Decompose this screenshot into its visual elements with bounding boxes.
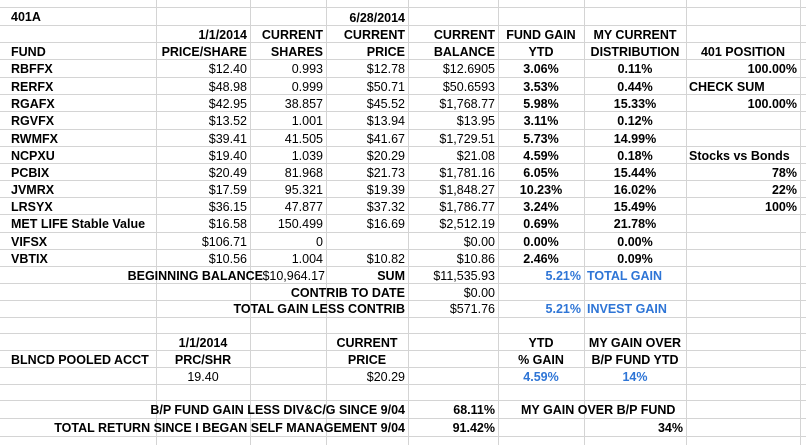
fund-distribution[interactable]: 14.99% (613, 132, 657, 146)
fund-begin-price[interactable]: $48.98 (208, 80, 247, 94)
fund-distribution[interactable]: 0.18% (617, 149, 653, 163)
fund-begin-price[interactable]: $17.59 (208, 183, 247, 197)
my-gain-over-bp-label[interactable]: MY GAIN OVER B/P FUND (521, 403, 676, 417)
sum-label[interactable]: SUM (377, 269, 405, 283)
fund-current-price[interactable]: $41.67 (366, 132, 405, 146)
position-value[interactable]: 100.00% (747, 62, 797, 76)
pooled-current-value[interactable]: $20.29 (366, 370, 405, 384)
fund-balance[interactable]: $1,786.77 (439, 200, 495, 214)
header-price[interactable]: PRICE (366, 45, 405, 59)
fund-current-price[interactable]: $45.52 (366, 97, 405, 111)
fund-balance[interactable]: $13.95 (456, 114, 495, 128)
fund-distribution[interactable]: 0.12% (617, 114, 653, 128)
fund-balance[interactable]: $0.00 (463, 235, 495, 249)
contrib-label[interactable]: CONTRIB TO DATE (290, 286, 405, 300)
fund-current-price[interactable]: $50.71 (366, 80, 405, 94)
fund-current-price[interactable] (326, 233, 408, 251)
fund-name[interactable]: LRSYX (11, 200, 53, 214)
beginning-balance-value[interactable]: $10,964.17 (262, 269, 325, 283)
my-gain-over-bp-value[interactable]: 34% (657, 421, 683, 435)
fund-shares[interactable]: 81.968 (284, 166, 323, 180)
header-ytd[interactable]: YTD (528, 45, 554, 59)
header-fund[interactable]: FUND (11, 45, 46, 59)
pooled-my-gain-value[interactable]: 14% (622, 370, 648, 384)
fund-name[interactable]: VIFSX (11, 235, 48, 249)
fund-current-price[interactable]: $19.39 (366, 183, 405, 197)
pooled-prc-shr-header[interactable]: PRC/SHR (174, 353, 232, 367)
fund-shares[interactable]: 47.877 (284, 200, 323, 214)
stocks-vs-bonds-label[interactable]: Stocks vs Bonds (689, 149, 790, 163)
fund-current-price[interactable]: $10.82 (366, 252, 405, 266)
fund-begin-price[interactable]: $39.41 (208, 132, 247, 146)
fund-begin-price[interactable]: $36.15 (208, 200, 247, 214)
fund-current-price[interactable]: $21.73 (366, 166, 405, 180)
fund-gain-ytd[interactable]: 5.98% (523, 97, 559, 111)
fund-gain-ytd[interactable]: 3.24% (523, 200, 559, 214)
fund-begin-price[interactable]: $42.95 (208, 97, 247, 111)
pooled-price-header[interactable]: PRICE (347, 353, 387, 367)
fund-gain-ytd[interactable]: 3.06% (523, 62, 559, 76)
pooled-pct-gain-header[interactable]: % GAIN (518, 353, 564, 367)
pooled-current-header[interactable]: CURRENT (336, 336, 398, 350)
contrib-value[interactable]: $0.00 (463, 286, 495, 300)
fund-current-price[interactable]: $13.94 (366, 114, 405, 128)
fund-distribution[interactable]: 0.09% (617, 252, 653, 266)
total-return-label[interactable]: TOTAL RETURN SINCE I BEGAN SELF MANAGEMENT 9/04 (54, 421, 405, 435)
fund-shares[interactable]: 38.857 (284, 97, 323, 111)
header-shares[interactable]: SHARES (270, 45, 323, 59)
fund-distribution[interactable]: 21.78% (613, 217, 657, 231)
fund-gain-ytd[interactable]: 3.11% (523, 114, 559, 128)
total-gain-label[interactable]: TOTAL GAIN (587, 269, 662, 283)
fund-distribution[interactable]: 15.49% (613, 200, 657, 214)
fund-balance[interactable]: $1,729.51 (439, 132, 495, 146)
fund-begin-price[interactable]: $12.40 (208, 62, 247, 76)
header-current-date[interactable]: 6/28/2014 (349, 11, 405, 25)
fund-gain-ytd[interactable]: 6.05% (523, 166, 559, 180)
header-price-share[interactable]: PRICE/SHARE (161, 45, 247, 59)
fund-distribution[interactable]: 15.33% (613, 97, 657, 111)
beginning-balance-label[interactable]: BEGINNING BALANCE (127, 269, 263, 283)
header-balance[interactable]: BALANCE (433, 45, 495, 59)
fund-balance[interactable]: $2,512.19 (439, 217, 495, 231)
fund-shares[interactable]: 0 (316, 235, 323, 249)
fund-gain-ytd[interactable]: 10.23% (519, 183, 563, 197)
fund-distribution[interactable]: 16.02% (613, 183, 657, 197)
pooled-begin-date[interactable]: 1/1/2014 (178, 336, 228, 350)
fund-shares[interactable]: 1.039 (291, 149, 323, 163)
bp-fund-gain-value[interactable]: 68.11% (453, 403, 495, 417)
fund-shares[interactable]: 41.505 (284, 132, 323, 146)
gain-less-contrib-label[interactable]: TOTAL GAIN LESS CONTRIB (233, 302, 405, 316)
fund-current-price[interactable]: $12.78 (366, 62, 405, 76)
fund-distribution[interactable]: 15.44% (613, 166, 657, 180)
fund-distribution[interactable]: 0.11% (617, 62, 653, 76)
gain-less-contrib-value[interactable]: $571.76 (449, 302, 495, 316)
fund-name[interactable]: NCPXU (11, 149, 55, 163)
fund-balance[interactable]: $21.08 (456, 149, 495, 163)
fund-balance[interactable]: $50.6593 (442, 80, 495, 94)
fund-shares[interactable]: 1.004 (291, 252, 323, 266)
fund-name[interactable]: RBFFX (11, 62, 53, 76)
stocks-percent[interactable]: 78% (771, 166, 797, 180)
fund-begin-price[interactable]: $20.49 (208, 166, 247, 180)
fund-balance[interactable]: $1,848.27 (439, 183, 495, 197)
total-percent[interactable]: 100% (765, 200, 797, 214)
pooled-gain-value[interactable]: 4.59% (523, 370, 559, 384)
fund-gain-ytd[interactable]: 4.59% (523, 149, 559, 163)
check-sum-label[interactable]: CHECK SUM (689, 80, 765, 94)
invest-gain-percent[interactable]: 5.21% (545, 302, 581, 316)
fund-begin-price[interactable]: $106.71 (201, 235, 247, 249)
fund-name[interactable]: RGVFX (11, 114, 55, 128)
fund-shares[interactable]: 0.993 (291, 62, 323, 76)
fund-gain-ytd[interactable]: 0.69% (523, 217, 559, 231)
gridline (800, 0, 801, 445)
fund-name[interactable]: RERFX (11, 80, 54, 94)
header-current-price-top[interactable]: CURRENT (343, 28, 405, 42)
fund-shares[interactable]: 0.999 (291, 80, 323, 94)
fund-balance[interactable]: $1,768.77 (439, 97, 495, 111)
invest-gain-label[interactable]: INVEST GAIN (587, 302, 667, 316)
fund-current-price[interactable]: $16.69 (366, 217, 405, 231)
header-distribution[interactable]: DISTRIBUTION (590, 45, 680, 59)
header-401-position[interactable]: 401 POSITION (700, 45, 786, 59)
total-return-value[interactable]: 91.42% (452, 421, 495, 435)
pooled-begin-value[interactable]: 19.40 (187, 370, 219, 384)
fund-name[interactable]: JVMRX (11, 183, 55, 197)
bp-fund-gain-label[interactable]: B/P FUND GAIN LESS DIV&C/G SINCE 9/04 (150, 403, 405, 417)
check-sum-value[interactable]: 100.00% (747, 97, 797, 111)
fund-name[interactable]: VBTIX (11, 252, 48, 266)
header-current-shares-top[interactable]: CURRENT (261, 28, 323, 42)
fund-begin-price[interactable]: $10.56 (208, 252, 247, 266)
pooled-my-gain-over-header[interactable]: MY GAIN OVER (588, 336, 682, 350)
pooled-ytd-header[interactable]: YTD (528, 336, 554, 350)
pooled-account-label[interactable]: BLNCD POOLED ACCT (11, 353, 149, 367)
fund-gain-ytd[interactable]: 3.53% (523, 80, 559, 94)
total-gain-percent[interactable]: 5.21% (545, 269, 581, 283)
fund-gain-ytd[interactable]: 5.73% (523, 132, 559, 146)
fund-shares[interactable]: 1.001 (291, 114, 323, 128)
fund-name[interactable]: PCBIX (11, 166, 50, 180)
fund-gain-ytd[interactable]: 2.46% (523, 252, 559, 266)
fund-current-price[interactable]: $20.29 (366, 149, 405, 163)
fund-begin-price[interactable]: $16.58 (208, 217, 247, 231)
fund-balance[interactable]: $1,781.16 (439, 166, 495, 180)
fund-distribution[interactable]: 0.44% (617, 80, 653, 94)
fund-shares[interactable]: 95.321 (284, 183, 323, 197)
header-fund-gain[interactable]: FUND GAIN (506, 28, 576, 42)
fund-gain-ytd[interactable]: 0.00% (523, 235, 559, 249)
fund-distribution[interactable]: 0.00% (617, 235, 653, 249)
bonds-percent[interactable]: 22% (771, 183, 797, 197)
fund-name[interactable]: RGAFX (11, 97, 55, 111)
header-my-current[interactable]: MY CURRENT (593, 28, 677, 42)
pooled-bp-fund-ytd-header[interactable]: B/P FUND YTD (591, 353, 679, 367)
header-current-balance-top[interactable]: CURRENT (433, 28, 495, 42)
sum-value[interactable]: $11,535.93 (433, 269, 495, 283)
fund-begin-price[interactable]: $13.52 (208, 114, 247, 128)
fund-shares[interactable]: 150.499 (277, 217, 323, 231)
header-begin-date[interactable]: 1/1/2014 (198, 28, 247, 42)
fund-balance[interactable]: $12.6905 (442, 62, 495, 76)
fund-current-price[interactable]: $37.32 (366, 200, 405, 214)
fund-begin-price[interactable]: $19.40 (208, 149, 247, 163)
fund-balance[interactable]: $10.86 (456, 252, 495, 266)
sheet-title[interactable]: 401A (11, 10, 41, 24)
fund-name[interactable]: RWMFX (11, 132, 58, 146)
fund-name[interactable]: MET LIFE Stable Value (11, 217, 146, 231)
